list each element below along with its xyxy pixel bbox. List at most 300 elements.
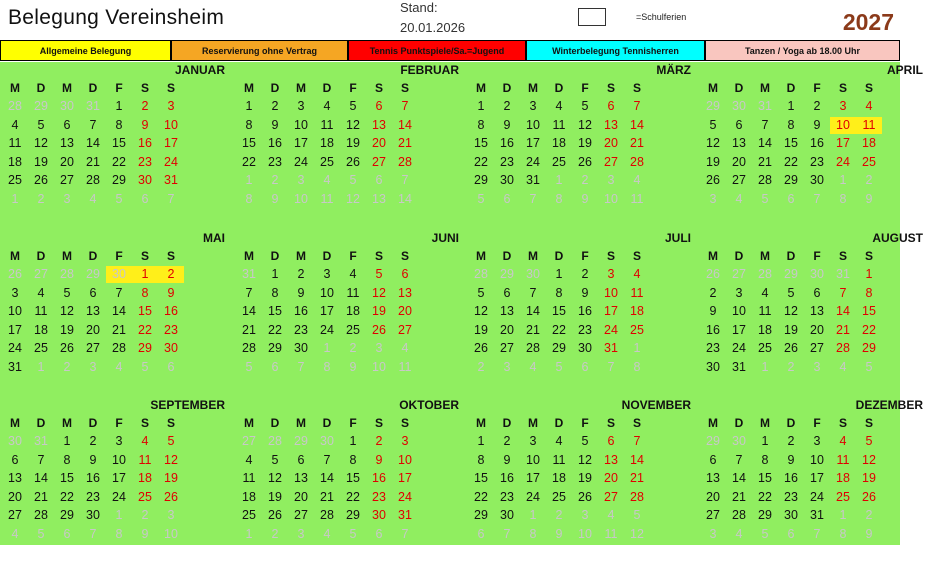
- calendar-day[interactable]: 14: [86, 136, 100, 150]
- calendar-day[interactable]: 20: [810, 322, 824, 337]
- calendar-day[interactable]: 23: [86, 489, 100, 504]
- calendar-day[interactable]: 29: [138, 341, 152, 355]
- calendar-day[interactable]: 31: [398, 508, 412, 522]
- calendar-day[interactable]: 12: [578, 452, 592, 467]
- calendar-day[interactable]: 3: [323, 267, 331, 281]
- calendar-day-outside-month[interactable]: 4: [735, 526, 743, 541]
- calendar-day-outside-month[interactable]: 5: [761, 526, 769, 541]
- calendar-day[interactable]: 7: [633, 434, 641, 448]
- calendar-day-outside-month[interactable]: 4: [89, 191, 97, 206]
- calendar-day[interactable]: 8: [115, 117, 123, 132]
- calendar-day[interactable]: 5: [63, 285, 71, 300]
- calendar-day[interactable]: 6: [735, 117, 743, 132]
- calendar-day-outside-month[interactable]: 29: [706, 99, 720, 113]
- calendar-day[interactable]: 29: [112, 173, 126, 187]
- calendar-day[interactable]: 5: [271, 452, 279, 467]
- calendar-day-outside-month[interactable]: 7: [813, 191, 821, 206]
- calendar-day-outside-month[interactable]: 30: [320, 434, 334, 448]
- calendar-day-outside-month[interactable]: 3: [709, 526, 717, 541]
- calendar-day-outside-month[interactable]: 11: [604, 526, 618, 541]
- calendar-day[interactable]: 22: [112, 154, 126, 169]
- calendar-day[interactable]: 5: [477, 285, 485, 300]
- calendar-day[interactable]: 16: [500, 136, 514, 150]
- calendar-day-outside-month[interactable]: 31: [34, 434, 48, 448]
- calendar-day[interactable]: 10: [732, 304, 746, 318]
- calendar-day-outside-month[interactable]: 5: [37, 526, 45, 541]
- calendar-day-outside-month[interactable]: 1: [323, 341, 331, 355]
- calendar-day[interactable]: 31: [732, 359, 746, 374]
- calendar-day[interactable]: 2: [503, 99, 511, 113]
- calendar-day[interactable]: 13: [500, 304, 514, 318]
- calendar-day-outside-month[interactable]: 5: [141, 359, 149, 374]
- calendar-day[interactable]: 19: [474, 322, 488, 337]
- calendar-day-outside-month[interactable]: 29: [34, 99, 48, 113]
- calendar-day-outside-month[interactable]: 4: [735, 191, 743, 206]
- calendar-day[interactable]: 7: [89, 117, 97, 132]
- calendar-day[interactable]: 23: [294, 322, 308, 337]
- calendar-day[interactable]: 6: [813, 285, 821, 300]
- calendar-day[interactable]: 21: [320, 489, 334, 504]
- calendar-day[interactable]: 13: [732, 136, 746, 150]
- calendar-day[interactable]: 2: [89, 434, 97, 448]
- calendar-day[interactable]: 15: [268, 304, 282, 318]
- calendar-day[interactable]: 18: [630, 304, 644, 318]
- calendar-day[interactable]: 24: [604, 322, 618, 337]
- calendar-day-outside-month[interactable]: 31: [242, 267, 256, 281]
- calendar-day-outside-month[interactable]: 7: [297, 359, 305, 374]
- calendar-day[interactable]: 26: [706, 173, 720, 187]
- calendar-day[interactable]: 23: [138, 154, 152, 169]
- legend-item-tanzen-yoga[interactable]: [705, 40, 900, 61]
- calendar-day[interactable]: 26: [34, 173, 48, 187]
- calendar-day-outside-month[interactable]: 27: [242, 434, 256, 448]
- calendar-day[interactable]: 8: [63, 452, 71, 467]
- calendar-day[interactable]: 8: [245, 117, 253, 132]
- calendar-day-outside-month[interactable]: 4: [323, 526, 331, 541]
- calendar-day[interactable]: 28: [758, 173, 772, 187]
- calendar-day[interactable]: 3: [607, 267, 615, 281]
- calendar-day-outside-month[interactable]: 8: [529, 526, 537, 541]
- calendar-day-outside-month[interactable]: 11: [320, 191, 334, 206]
- calendar-day[interactable]: 23: [810, 154, 824, 169]
- calendar-day[interactable]: 6: [401, 267, 409, 281]
- calendar-day[interactable]: 9: [709, 304, 717, 318]
- calendar-day-outside-month[interactable]: 6: [787, 191, 795, 206]
- legend-item-winterbelegung[interactable]: [526, 40, 705, 61]
- calendar-day[interactable]: 15: [474, 136, 488, 150]
- calendar-day[interactable]: 24: [164, 154, 178, 169]
- calendar-day[interactable]: 28: [34, 508, 48, 522]
- calendar-day[interactable]: 18: [552, 136, 566, 150]
- calendar-day[interactable]: 10: [398, 452, 412, 467]
- calendar-day[interactable]: 8: [477, 117, 485, 132]
- calendar-day[interactable]: 17: [604, 304, 618, 318]
- calendar-day-outside-month[interactable]: 5: [349, 526, 357, 541]
- calendar-day[interactable]: 11: [630, 285, 644, 300]
- calendar-day[interactable]: 16: [372, 471, 386, 485]
- calendar-day-outside-month[interactable]: 4: [607, 508, 615, 522]
- calendar-day[interactable]: 8: [555, 285, 563, 300]
- calendar-day[interactable]: 15: [862, 304, 876, 318]
- calendar-day[interactable]: 18: [8, 154, 22, 169]
- calendar-day[interactable]: 9: [503, 117, 511, 132]
- calendar-day[interactable]: 25: [552, 154, 566, 169]
- calendar-day[interactable]: 5: [865, 434, 873, 448]
- calendar-day[interactable]: 19: [60, 322, 74, 337]
- calendar-day[interactable]: 9: [271, 117, 279, 132]
- calendar-day[interactable]: 12: [60, 304, 74, 318]
- calendar-day-outside-month[interactable]: 28: [758, 267, 772, 281]
- calendar-day[interactable]: 12: [346, 117, 360, 132]
- calendar-day[interactable]: 27: [372, 154, 386, 169]
- calendar-day[interactable]: 25: [320, 154, 334, 169]
- calendar-day[interactable]: 12: [784, 304, 798, 318]
- calendar-day[interactable]: 10: [810, 452, 824, 467]
- calendar-day[interactable]: 23: [784, 489, 798, 504]
- calendar-day[interactable]: 24: [320, 322, 334, 337]
- calendar-day[interactable]: 30: [500, 173, 514, 187]
- calendar-day[interactable]: 14: [526, 304, 540, 318]
- calendar-day-outside-month[interactable]: 1: [11, 191, 19, 206]
- calendar-day[interactable]: 15: [758, 471, 772, 485]
- calendar-day[interactable]: 26: [268, 508, 282, 522]
- calendar-day-outside-month[interactable]: 6: [375, 526, 383, 541]
- calendar-day[interactable]: 28: [836, 341, 850, 355]
- calendar-day[interactable]: 10: [164, 117, 178, 132]
- calendar-day[interactable]: 18: [836, 471, 850, 485]
- calendar-day[interactable]: 10: [320, 285, 334, 300]
- calendar-day[interactable]: 15: [60, 471, 74, 485]
- calendar-day[interactable]: 25: [836, 489, 850, 504]
- calendar-day-outside-month[interactable]: 6: [141, 191, 149, 206]
- calendar-day[interactable]: 14: [242, 304, 256, 318]
- calendar-day[interactable]: 13: [604, 452, 618, 467]
- calendar-day-outside-month[interactable]: 3: [503, 359, 511, 374]
- calendar-day[interactable]: 29: [346, 508, 360, 522]
- calendar-day[interactable]: 14: [320, 471, 334, 485]
- calendar-day[interactable]: 21: [758, 154, 772, 169]
- calendar-day-outside-month[interactable]: 1: [529, 508, 537, 522]
- calendar-day[interactable]: 19: [784, 322, 798, 337]
- calendar-day-outside-month[interactable]: 6: [477, 526, 485, 541]
- calendar-day[interactable]: 22: [552, 322, 566, 337]
- calendar-day[interactable]: 19: [578, 136, 592, 150]
- calendar-day[interactable]: 4: [349, 267, 357, 281]
- calendar-day[interactable]: 21: [34, 489, 48, 504]
- calendar-day[interactable]: 22: [138, 322, 152, 337]
- calendar-day[interactable]: 27: [732, 173, 746, 187]
- calendar-day[interactable]: 2: [581, 267, 589, 281]
- calendar-day-outside-month[interactable]: 5: [761, 191, 769, 206]
- calendar-day[interactable]: 24: [836, 154, 850, 169]
- calendar-day[interactable]: 24: [8, 341, 22, 355]
- calendar-day[interactable]: 13: [8, 471, 22, 485]
- calendar-day-outside-month[interactable]: 30: [60, 99, 74, 113]
- calendar-day[interactable]: 21: [630, 136, 644, 150]
- calendar-day[interactable]: 30: [372, 508, 386, 522]
- calendar-day[interactable]: 22: [346, 489, 360, 504]
- calendar-day-outside-month[interactable]: 10: [372, 359, 386, 374]
- calendar-day[interactable]: 9: [813, 117, 821, 132]
- calendar-day-outside-month[interactable]: 29: [86, 267, 100, 281]
- calendar-day-outside-month[interactable]: 6: [787, 526, 795, 541]
- calendar-day[interactable]: 25: [242, 508, 256, 522]
- calendar-day-outside-month[interactable]: 5: [865, 359, 873, 374]
- calendar-day-outside-month[interactable]: 4: [839, 359, 847, 374]
- calendar-day[interactable]: 28: [630, 489, 644, 504]
- calendar-day[interactable]: 14: [34, 471, 48, 485]
- calendar-day[interactable]: 31: [8, 359, 22, 374]
- calendar-day-outside-month[interactable]: 1: [555, 173, 563, 187]
- calendar-day[interactable]: 4: [141, 434, 149, 448]
- calendar-day-outside-month[interactable]: 3: [63, 191, 71, 206]
- calendar-day-outside-month[interactable]: 4: [323, 173, 331, 187]
- calendar-day-outside-month[interactable]: 7: [607, 359, 615, 374]
- calendar-day-outside-month[interactable]: 12: [630, 526, 644, 541]
- calendar-day-outside-month[interactable]: 31: [836, 267, 850, 281]
- calendar-day-outside-month[interactable]: 29: [294, 434, 308, 448]
- calendar-day[interactable]: 23: [500, 489, 514, 504]
- calendar-day[interactable]: 1: [63, 434, 71, 448]
- calendar-day[interactable]: 20: [500, 322, 514, 337]
- calendar-day[interactable]: 29: [862, 341, 876, 355]
- calendar-day-outside-month[interactable]: 3: [89, 359, 97, 374]
- calendar-day-outside-month[interactable]: 31: [758, 99, 772, 113]
- calendar-day[interactable]: 1: [761, 434, 769, 448]
- calendar-day[interactable]: 2: [503, 434, 511, 448]
- calendar-day[interactable]: 21: [86, 154, 100, 169]
- calendar-day[interactable]: 16: [138, 136, 152, 150]
- calendar-day[interactable]: 28: [86, 173, 100, 187]
- calendar-day[interactable]: 17: [164, 136, 178, 150]
- calendar-day[interactable]: 5: [375, 267, 383, 281]
- calendar-day[interactable]: 8: [349, 452, 357, 467]
- calendar-day[interactable]: 6: [503, 285, 511, 300]
- calendar-day[interactable]: 1: [115, 99, 123, 113]
- calendar-day[interactable]: 2: [141, 99, 149, 113]
- calendar-day-outside-month[interactable]: 30: [8, 434, 22, 448]
- calendar-day[interactable]: 20: [8, 489, 22, 504]
- calendar-day[interactable]: 2: [158, 266, 184, 283]
- calendar-day[interactable]: 6: [89, 285, 97, 300]
- calendar-day[interactable]: 26: [60, 341, 74, 355]
- calendar-day[interactable]: 27: [604, 154, 618, 169]
- calendar-day[interactable]: 25: [34, 341, 48, 355]
- calendar-day[interactable]: 20: [60, 154, 74, 169]
- calendar-day-outside-month[interactable]: 10: [164, 526, 178, 541]
- calendar-day-outside-month[interactable]: 8: [323, 359, 331, 374]
- calendar-day[interactable]: 11: [138, 452, 152, 467]
- legend-item-allgemeine-belegung[interactable]: [0, 40, 171, 61]
- calendar-day[interactable]: 9: [787, 452, 795, 467]
- calendar-day-outside-month[interactable]: 9: [555, 526, 563, 541]
- calendar-day[interactable]: 4: [839, 434, 847, 448]
- calendar-day-outside-month[interactable]: 3: [813, 359, 821, 374]
- calendar-day[interactable]: 18: [346, 304, 360, 318]
- calendar-day[interactable]: 12: [34, 136, 48, 150]
- calendar-day[interactable]: 16: [294, 304, 308, 318]
- calendar-day-outside-month[interactable]: 29: [784, 267, 798, 281]
- calendar-day-outside-month[interactable]: 2: [271, 173, 279, 187]
- calendar-day[interactable]: 3: [297, 99, 305, 113]
- calendar-day[interactable]: 23: [706, 341, 720, 355]
- calendar-day-outside-month[interactable]: 9: [865, 191, 873, 206]
- calendar-day[interactable]: 29: [474, 173, 488, 187]
- calendar-day[interactable]: 11: [8, 136, 22, 150]
- calendar-day[interactable]: 11: [320, 117, 334, 132]
- calendar-day[interactable]: 11: [242, 471, 256, 485]
- calendar-day-outside-month[interactable]: 7: [401, 173, 409, 187]
- calendar-day[interactable]: 7: [37, 452, 45, 467]
- calendar-day-outside-month[interactable]: 1: [839, 173, 847, 187]
- calendar-day[interactable]: 22: [862, 322, 876, 337]
- calendar-day[interactable]: 5: [167, 434, 175, 448]
- calendar-day[interactable]: 26: [578, 489, 592, 504]
- calendar-day[interactable]: 21: [630, 471, 644, 485]
- calendar-day-outside-month[interactable]: 10: [578, 526, 592, 541]
- calendar-day-outside-month[interactable]: 3: [581, 508, 589, 522]
- calendar-day[interactable]: 4: [865, 99, 873, 113]
- calendar-day[interactable]: 27: [60, 173, 74, 187]
- calendar-day-outside-month[interactable]: 3: [709, 191, 717, 206]
- legend-item-tennis-punktspiele[interactable]: [348, 40, 526, 61]
- calendar-day[interactable]: 17: [294, 136, 308, 150]
- calendar-day[interactable]: 3: [529, 99, 537, 113]
- calendar-day[interactable]: 2: [297, 267, 305, 281]
- calendar-day-outside-month[interactable]: 26: [8, 267, 22, 281]
- calendar-day[interactable]: 6: [297, 452, 305, 467]
- calendar-day[interactable]: 11: [34, 304, 48, 318]
- calendar-day[interactable]: 2: [787, 434, 795, 448]
- calendar-day[interactable]: 30: [86, 508, 100, 522]
- calendar-day[interactable]: 9: [581, 285, 589, 300]
- calendar-day[interactable]: 30: [500, 508, 514, 522]
- calendar-day[interactable]: 29: [784, 173, 798, 187]
- calendar-day[interactable]: 19: [268, 489, 282, 504]
- calendar-day[interactable]: 1: [555, 267, 563, 281]
- calendar-day[interactable]: 31: [604, 341, 618, 355]
- calendar-day-outside-month[interactable]: 2: [37, 191, 45, 206]
- calendar-day[interactable]: 28: [242, 341, 256, 355]
- calendar-day[interactable]: 17: [526, 136, 540, 150]
- calendar-day-outside-month[interactable]: 28: [474, 267, 488, 281]
- calendar-day[interactable]: 14: [732, 471, 746, 485]
- calendar-day[interactable]: 12: [372, 285, 386, 300]
- calendar-day[interactable]: 20: [372, 136, 386, 150]
- calendar-day-outside-month[interactable]: 5: [477, 191, 485, 206]
- calendar-day[interactable]: 1: [477, 434, 485, 448]
- calendar-day[interactable]: 20: [398, 304, 412, 318]
- calendar-day[interactable]: 17: [320, 304, 334, 318]
- calendar-day[interactable]: 6: [63, 117, 71, 132]
- calendar-day-outside-month[interactable]: 2: [865, 508, 873, 522]
- calendar-day[interactable]: 1: [132, 266, 158, 283]
- calendar-day[interactable]: 29: [758, 508, 772, 522]
- calendar-day[interactable]: 27: [500, 341, 514, 355]
- calendar-day-outside-month[interactable]: 6: [581, 359, 589, 374]
- calendar-day[interactable]: 11: [758, 304, 772, 318]
- calendar-day[interactable]: 7: [761, 117, 769, 132]
- calendar-day-outside-month[interactable]: 3: [375, 341, 383, 355]
- calendar-day[interactable]: 29: [474, 508, 488, 522]
- calendar-day[interactable]: 3: [11, 285, 19, 300]
- calendar-day[interactable]: 21: [112, 322, 126, 337]
- calendar-day[interactable]: 18: [34, 322, 48, 337]
- calendar-day-outside-month[interactable]: 7: [813, 526, 821, 541]
- calendar-day[interactable]: 30: [578, 341, 592, 355]
- calendar-day[interactable]: 9: [167, 285, 175, 300]
- calendar-day[interactable]: 2: [375, 434, 383, 448]
- calendar-day[interactable]: 30: [164, 341, 178, 355]
- calendar-day[interactable]: 8: [787, 117, 795, 132]
- calendar-day[interactable]: 25: [630, 322, 644, 337]
- calendar-day-outside-month[interactable]: 6: [167, 359, 175, 374]
- calendar-day[interactable]: 9: [503, 452, 511, 467]
- calendar-day[interactable]: 12: [474, 304, 488, 318]
- calendar-day[interactable]: 21: [242, 322, 256, 337]
- calendar-day[interactable]: 28: [526, 341, 540, 355]
- calendar-day[interactable]: 5: [581, 99, 589, 113]
- calendar-day[interactable]: 12: [706, 136, 720, 150]
- calendar-day[interactable]: 16: [86, 471, 100, 485]
- calendar-day[interactable]: 15: [138, 304, 152, 318]
- calendar-day-outside-month[interactable]: 31: [86, 99, 100, 113]
- calendar-day[interactable]: 15: [552, 304, 566, 318]
- calendar-day[interactable]: 20: [294, 489, 308, 504]
- calendar-day-outside-month[interactable]: 2: [63, 359, 71, 374]
- calendar-day[interactable]: 30: [784, 508, 798, 522]
- calendar-day[interactable]: 6: [375, 99, 383, 113]
- calendar-day[interactable]: 7: [323, 452, 331, 467]
- calendar-day[interactable]: 4: [245, 452, 253, 467]
- calendar-day[interactable]: 17: [8, 322, 22, 337]
- calendar-day[interactable]: 28: [398, 154, 412, 169]
- calendar-day[interactable]: 4: [761, 285, 769, 300]
- calendar-day[interactable]: 8: [761, 452, 769, 467]
- calendar-day[interactable]: 24: [810, 489, 824, 504]
- calendar-day[interactable]: 15: [474, 471, 488, 485]
- calendar-day[interactable]: 16: [784, 471, 798, 485]
- calendar-day-outside-month[interactable]: 1: [633, 341, 641, 355]
- calendar-day-outside-month[interactable]: 2: [787, 359, 795, 374]
- calendar-day-outside-month[interactable]: 1: [245, 173, 253, 187]
- calendar-day-outside-month[interactable]: 4: [11, 526, 19, 541]
- calendar-day[interactable]: 24: [398, 489, 412, 504]
- calendar-day[interactable]: 26: [578, 154, 592, 169]
- calendar-day[interactable]: 20: [706, 489, 720, 504]
- calendar-day-outside-month[interactable]: 30: [732, 434, 746, 448]
- calendar-day[interactable]: 1: [271, 267, 279, 281]
- calendar-day[interactable]: 24: [732, 341, 746, 355]
- calendar-day[interactable]: 17: [526, 471, 540, 485]
- calendar-day[interactable]: 19: [706, 154, 720, 169]
- calendar-day[interactable]: 9: [297, 285, 305, 300]
- calendar-day-outside-month[interactable]: 9: [141, 526, 149, 541]
- calendar-day-outside-month[interactable]: 28: [8, 99, 22, 113]
- calendar-day[interactable]: 12: [578, 117, 592, 132]
- calendar-day[interactable]: 22: [474, 489, 488, 504]
- calendar-day[interactable]: 27: [810, 341, 824, 355]
- calendar-day-outside-month[interactable]: 9: [865, 526, 873, 541]
- calendar-day[interactable]: 17: [810, 471, 824, 485]
- calendar-day[interactable]: 3: [735, 285, 743, 300]
- calendar-day[interactable]: 2: [813, 99, 821, 113]
- calendar-day-outside-month[interactable]: 3: [297, 173, 305, 187]
- calendar-day[interactable]: 31: [526, 173, 540, 187]
- calendar-day-outside-month[interactable]: 6: [271, 359, 279, 374]
- calendar-day[interactable]: 19: [346, 136, 360, 150]
- calendar-day[interactable]: 4: [323, 99, 331, 113]
